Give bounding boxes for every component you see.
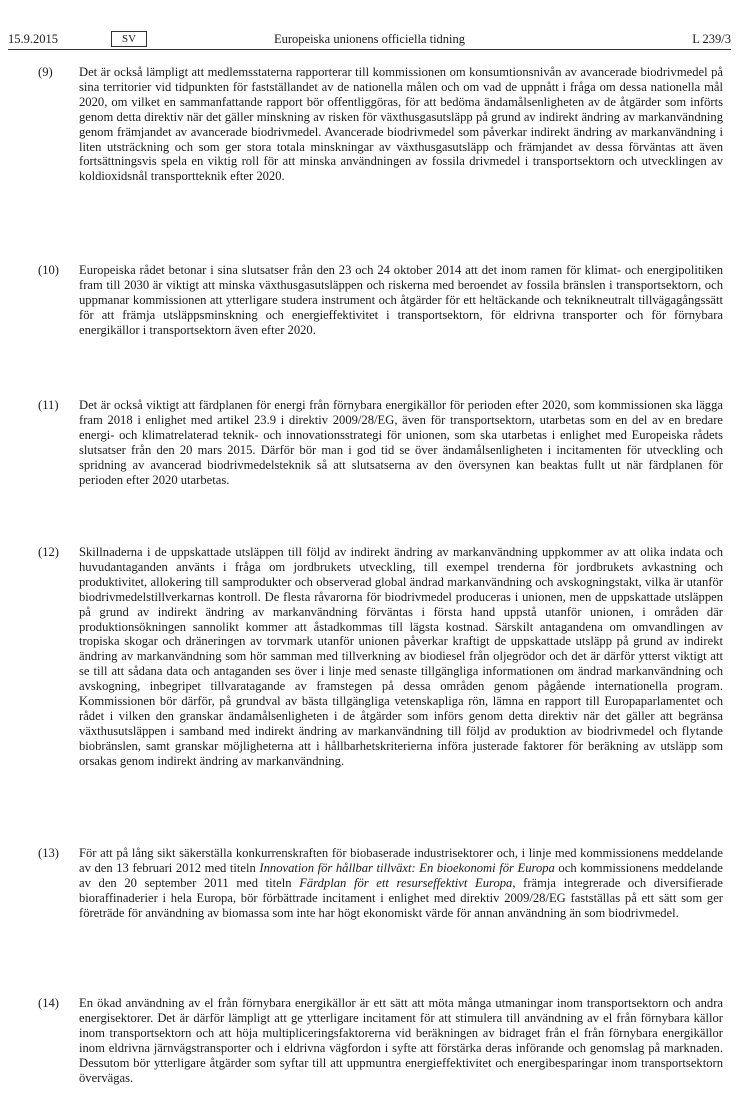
recital-text-part: , främja integrerade och diversifierade bioraffinaderier i hela Europa, bör förbättrade incitament i enlighet med direktiv 2009/28/EG fastställas på ett sätt som ger företräde för användning av biomassa som inte har högt ekonomiskt värde för annan användning än som biodrivmedel. [79, 875, 723, 920]
recital-12 [38, 545, 723, 769]
journal-title: Europeiska unionens officiella tidning [273, 32, 466, 46]
recital-9 [38, 65, 723, 184]
recital-number: (12) [38, 545, 59, 559]
recital-text: Det är också lämpligt att medlemsstaterna rapporterar till kommissionen om konsumtionsnivån av avancerade biodrivmedel på sina territorier vid tidpunkten för fastställandet av de nationella målen och om vad de uppnått i fråga om dessa nationella mål 2020, om vilket en sammanfattande rapport bör offentliggöras, för att bedöma ändamålsenligheten av de åtgärder som införts genom detta direktiv när det gäller minskning av risken för växthusgasutsläpp på grund av indirekt ändring av markanvändning genom främjandet av avancerade biodrivmedel. Avancerade biodrivmedel som påverkar indirekt ändring av markanvändning i liten utsträckning och som ger stora totala minskningar av växthusgasutsläpp och främjandet av dessa förväntas att även fortsättningsvis spela en viktig roll för att minska användningen av fossila drivmedel i transportsektorn och utvecklingen av koldioxidsnål transportteknik efter 2020. [79, 65, 723, 184]
language-box: SV [111, 31, 147, 47]
recital-number: (10) [38, 263, 59, 277]
recital-text: Europeiska rådet betonar i sina slutsatser från den 23 och 24 oktober 2014 att det inom ramen för klimat- och energipolitiken fram till 2030 är viktigt att minska växthusgasutsläppen och riskerna med beroendet av fossila bränslen i transportsektorn, och uppmanar kommissionen att ytterligare studera instrument och åtgärder för ett heltäckande och teknikneutralt tillvägagångssätt för att främja utsläppsminskning och energieffektivitet i transportsektorn, för eldrivna transporter och för förnybara energikällor i transportsektorn även efter 2020. [79, 263, 723, 337]
recital-11 [38, 398, 723, 487]
header-rule [8, 49, 731, 50]
page-reference: L 239/3 [692, 32, 731, 46]
recital-13 [38, 846, 723, 921]
recital-10 [38, 263, 723, 338]
publication-date: 15.9.2015 [8, 32, 58, 46]
recital-number: (14) [38, 996, 59, 1010]
recital-number: (13) [38, 846, 59, 860]
recital-text: Skillnaderna i de uppskattade utsläppen till följd av indirekt ändring av markanvändning uppkommer av att olika indata och huvudantaganden använts i fråga om jordbrukets utveckling, till exempel trenderna för jordbrukets avkastning och produktivitet, allokering till samprodukter och observerad global ändrad markanvändning och avskogningstakt, vilka är utanför biodrivmedelstillverkarnas kontroll. De flesta råvarorna för biodrivmedel produceras i unionen, men de uppskattade utsläppen på grund av indirekt ändring av markanvändning förväntas i första hand uppstå utanför unionen, i områden där produktionsökningen sannolikt kommer att åstadkommas till lägsta kostnad. Särskilt antagandena om omvandlingen av tropiska skogar och dräneringen av torvmark utanför unionen påverkar kraftigt de uppskattade utsläpp på grund av indirekt ändring av markanvändning som hör samman med tillverkning av biodiesel från oljegrödor och det är därför ytterst viktigt att se till att sådana data och antaganden ses över i linje med senaste tillgängliga informationen om ändrad markanvändning och avskogning, inbegripet tillvaratagande av framstegen på dessa områden genom pågående internationella program. Kommissionen bör därför, på grundval av bästa tillgängliga vetenskapliga rön, lämna en rapport till Europaparlamentet och rådet i vilken den granskar ändamålsenligheten i de åtgärder som införs genom detta direktiv när det gäller att begränsa växthusutsläppen i samband med indirekt ändring av markanvändning till följd av produktion av biodrivmedel och flytande biobränslen, samt granskar möjligheterna att i hållbarhetskriterierna införa justerade faktorer för beräkning av utsläpp som orsakas genom indirekt ändring av markanvändning. [79, 545, 723, 768]
recital-number: (9) [38, 65, 53, 79]
recital-text [79, 846, 723, 921]
recital-14 [38, 996, 723, 1085]
page-header [8, 30, 731, 48]
cited-title-bioeconomy: Innovation för hållbar tillväxt: En bioekonomi för Europa [259, 860, 555, 875]
cited-title-roadmap: Färdplan för ett resurseffektivt Europa [299, 875, 513, 890]
recital-number: (11) [38, 398, 59, 412]
recital-text-part: För att på lång sikt säkerställa konkurrenskraften för biobaserade industrisektorer och, i linje med kommissionens meddelande av den 13 februari 2012 med titeln [79, 846, 723, 875]
recital-text: En ökad användning av el från förnybara energikällor är ett sätt att möta många utmaningar inom transportsektorn och andra energisektorer. Det är därför lämpligt att ge ytterligare incitament för att stimulera till användning av el från förnybara källor inom transportsektorn och att höja multipliceringsfaktorerna vid beräkningen av bidraget från el från förnybara energikällor inom eldrivna järnvägstransporter och i eldrivna vägfordon i syfte att förstärka deras införande och genomslag på marknaden. Dessutom bör ytterligare åtgärder som syftar till att uppmuntra energieffektivitet och energibesparingar inom transportsektorn övervägas. [79, 996, 723, 1085]
recital-text: Det är också viktigt att färdplanen för energi från förnybara energikällor för perioden efter 2020, som kommissionen ska lägga fram 2018 i enlighet med artikel 23.9 i direktiv 2009/28/EG, även för transportsektorn, utarbetas som en del av en bredare energi- och klimatrelaterad teknik- och innovationsstrategi för unionen, som ska utarbetas i enlighet med Europeiska rådets slutsatser från den 20 mars 2015. Därför bör man i god tid se över ändamålsenligheten i incitamenten för utveckling och spridning av avancerad biodrivmedelsteknik så att slutsatserna av den översynen kan beaktas fullt ut när färdplanen för perioden efter 2020 utarbetas. [79, 398, 723, 487]
recital-text-part: och kommissionens meddelande av den 20 september 2011 med titeln [79, 860, 724, 890]
